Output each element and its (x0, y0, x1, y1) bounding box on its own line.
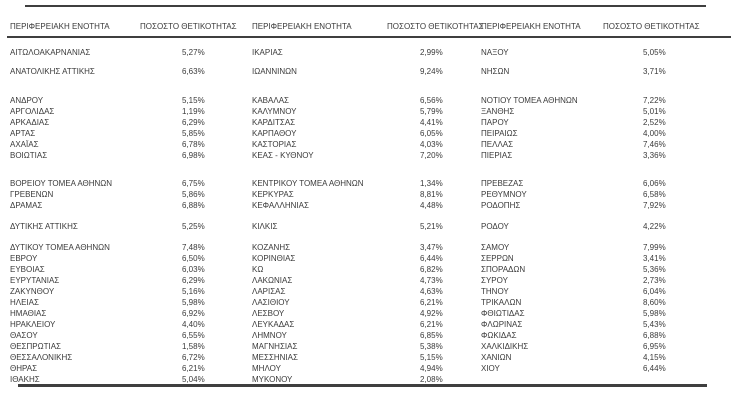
region-cell: ΜΕΣΣΗΝΙΑΣ (252, 353, 298, 362)
rate-cell: 2,52% (643, 118, 666, 127)
rate-cell: 5,16% (182, 287, 205, 296)
region-cell: ΠΑΡΟΥ (481, 118, 509, 127)
region-cell: ΑΙΤΩΛΟΑΚΑΡΝΑΝΙΑΣ (10, 48, 91, 57)
header-rate-2: ΠΟΣΟΣΤΟ ΘΕΤΙΚΟΤΗΤΑΣ (387, 22, 484, 31)
rate-cell: 5,86% (182, 190, 205, 199)
region-cell: ΜΑΓΝΗΣΙΑΣ (252, 342, 298, 351)
rate-cell: 4,15% (643, 353, 666, 362)
rate-cell: 2,99% (420, 48, 443, 57)
region-cell: ΒΟΙΩΤΙΑΣ (10, 151, 48, 160)
region-cell: ΖΑΚΥΝΘΟΥ (10, 287, 55, 296)
region-cell: ΛΑΚΩΝΙΑΣ (252, 276, 293, 285)
table-row (10, 341, 724, 352)
table-row (10, 128, 724, 139)
region-cell: ΕΥΡΥΤΑΝΙΑΣ (10, 276, 60, 285)
region-cell: ΗΛΕΙΑΣ (10, 298, 39, 307)
region-cell: ΚΕΝΤΡΙΚΟΥ ΤΟΜΕΑ ΑΘΗΝΩΝ (252, 179, 364, 188)
region-cell: ΓΡΕΒΕΝΩΝ (10, 190, 54, 199)
rate-cell: 4,48% (420, 201, 443, 210)
table-row (10, 286, 724, 297)
table-row (10, 275, 724, 286)
region-cell: ΘΕΣΣΑΛΟΝΙΚΗΣ (10, 353, 73, 362)
rate-cell: 6,82% (420, 265, 443, 274)
rate-cell: 6,29% (182, 276, 205, 285)
region-cell: ΜΥΚΟΝΟΥ (252, 375, 293, 384)
rate-cell: 5,05% (643, 48, 666, 57)
region-cell: ΚΑΡΠΑΘΟΥ (252, 129, 297, 138)
rate-cell: 7,46% (643, 140, 666, 149)
region-cell: ΑΝΑΤΟΛΙΚΗΣ ΑΤΤΙΚΗΣ (10, 67, 95, 76)
header-rate-1: ΠΟΣΟΣΤΟ ΘΕΤΙΚΟΤΗΤΑΣ (140, 22, 237, 31)
rate-cell: 6,72% (182, 353, 205, 362)
table-row (10, 242, 724, 253)
table-row (10, 297, 724, 308)
rate-cell: 2,73% (643, 276, 666, 285)
region-cell: ΣΥΡΟΥ (481, 276, 508, 285)
region-cell: ΕΒΡΟΥ (10, 254, 38, 263)
rate-cell: 6,04% (643, 287, 666, 296)
rate-cell: 6,75% (182, 179, 205, 188)
rate-cell: 4,00% (643, 129, 666, 138)
rate-cell: 5,21% (420, 222, 443, 231)
table-row (10, 189, 724, 200)
rate-cell: 6,95% (643, 342, 666, 351)
region-cell: ΚΑΣΤΟΡΙΑΣ (252, 140, 297, 149)
rate-cell: 4,94% (420, 364, 443, 373)
table-row (10, 264, 724, 275)
rate-cell: 6,88% (643, 331, 666, 340)
table-block-6 (10, 242, 724, 385)
region-cell: ΧΑΝΙΩΝ (481, 353, 512, 362)
table-row (10, 106, 724, 117)
region-cell: ΗΡΑΚΛΕΙΟΥ (10, 320, 56, 329)
rate-cell: 5,85% (182, 129, 205, 138)
rate-cell: 2,08% (420, 375, 443, 384)
region-cell: ΛΕΣΒΟΥ (252, 309, 285, 318)
region-cell: ΙΘΑΚΗΣ (10, 375, 40, 384)
rate-cell: 6,29% (182, 118, 205, 127)
region-cell: ΚΩ (252, 265, 264, 274)
rate-cell: 5,36% (643, 265, 666, 274)
region-cell: ΤΡΙΚΑΛΩΝ (481, 298, 522, 307)
rate-cell: 4,40% (182, 320, 205, 329)
rate-cell: 5,98% (182, 298, 205, 307)
rate-cell: 6,44% (643, 364, 666, 373)
rate-cell: 6,06% (643, 179, 666, 188)
region-cell: ΗΜΑΘΙΑΣ (10, 309, 47, 318)
rate-cell: 1,58% (182, 342, 205, 351)
rate-cell: 6,63% (182, 67, 205, 76)
rate-cell: 6,56% (420, 96, 443, 105)
region-cell: ΚΕΑΣ - ΚΥΘΝΟΥ (252, 151, 314, 160)
header-rate-3: ΠΟΣΟΣΤΟ ΘΕΤΙΚΟΤΗΤΑΣ (603, 22, 700, 31)
table-row (10, 253, 724, 264)
rate-cell: 6,58% (643, 190, 666, 199)
table-body (10, 47, 724, 385)
region-cell: ΘΕΣΠΡΩΤΙΑΣ (10, 342, 61, 351)
header-region-1: ΠΕΡΙΦΕΡΕΙΑΚΗ ΕΝΟΤΗΤΑ (10, 22, 110, 31)
rate-cell: 3,36% (643, 151, 666, 160)
region-cell: ΣΑΜΟΥ (481, 243, 510, 252)
top-rule (25, 5, 706, 7)
rate-cell: 5,15% (182, 96, 205, 105)
region-cell: ΝΗΣΩΝ (481, 67, 510, 76)
region-cell: ΣΠΟΡΑΔΩΝ (481, 265, 526, 274)
rate-cell: 7,48% (182, 243, 205, 252)
table-block-5 (10, 221, 724, 232)
table-row (10, 319, 724, 330)
region-cell: ΤΗΝΟΥ (481, 287, 509, 296)
region-cell: ΡΟΔΟΥ (481, 222, 509, 231)
table-row (10, 363, 724, 374)
region-cell: ΞΑΝΘΗΣ (481, 107, 515, 116)
region-cell: ΛΗΜΝΟΥ (252, 331, 287, 340)
rate-cell: 6,88% (182, 201, 205, 210)
region-cell: ΡΟΔΟΠΗΣ (481, 201, 521, 210)
table-block-1 (10, 47, 724, 58)
rate-cell: 6,85% (420, 331, 443, 340)
region-cell: ΝΑΞΟΥ (481, 48, 509, 57)
region-cell: ΣΕΡΡΩΝ (481, 254, 514, 263)
region-cell: ΠΕΙΡΑΙΩΣ (481, 129, 518, 138)
rate-cell: 5,98% (643, 309, 666, 318)
rate-cell: 6,21% (420, 320, 443, 329)
rate-cell: 5,01% (643, 107, 666, 116)
rate-cell: 4,63% (420, 287, 443, 296)
rate-cell: 3,71% (643, 67, 666, 76)
rate-cell: 3,47% (420, 243, 443, 252)
region-cell: ΘΗΡΑΣ (10, 364, 38, 373)
rate-cell: 8,81% (420, 190, 443, 199)
rate-cell: 5,43% (643, 320, 666, 329)
rate-cell: 7,22% (643, 96, 666, 105)
region-cell: ΑΡΓΟΛΙΔΑΣ (10, 107, 55, 116)
region-cell: ΝΟΤΙΟΥ ΤΟΜΕΑ ΑΘΗΝΩΝ (481, 96, 578, 105)
region-cell: ΦΩΚΙΔΑΣ (481, 331, 517, 340)
region-cell: ΠΕΛΛΑΣ (481, 140, 514, 149)
region-cell: ΔΡΑΜΑΣ (10, 201, 43, 210)
region-cell: ΘΑΣΟΥ (10, 331, 38, 340)
rate-cell: 5,38% (420, 342, 443, 351)
rate-cell: 6,44% (420, 254, 443, 263)
rate-cell: 6,92% (182, 309, 205, 318)
rate-cell: 6,05% (420, 129, 443, 138)
rate-cell: 5,25% (182, 222, 205, 231)
region-cell: ΕΥΒΟΙΑΣ (10, 265, 45, 274)
table-row (10, 150, 724, 161)
region-cell: ΚΑΛΥΜΝΟΥ (252, 107, 297, 116)
rate-cell: 4,92% (420, 309, 443, 318)
region-cell: ΚΑΒΑΛΑΣ (252, 96, 289, 105)
table-row (10, 200, 724, 211)
rate-cell: 4,73% (420, 276, 443, 285)
table-row (10, 66, 724, 77)
rate-cell: 4,41% (420, 118, 443, 127)
rate-cell: 3,41% (643, 254, 666, 263)
table-block-3 (10, 95, 724, 161)
table-row (10, 47, 724, 58)
table-row (10, 308, 724, 319)
rate-cell: 1,34% (420, 179, 443, 188)
region-cell: ΚΙΛΚΙΣ (252, 222, 278, 231)
region-cell: ΑΝΔΡΟΥ (10, 96, 44, 105)
region-cell: ΠΙΕΡΙΑΣ (481, 151, 513, 160)
rate-cell: 6,78% (182, 140, 205, 149)
table-row (10, 352, 724, 363)
rate-cell: 4,22% (643, 222, 666, 231)
region-cell: ΛΑΣΙΘΙΟΥ (252, 298, 290, 307)
rate-cell: 6,98% (182, 151, 205, 160)
table-row (10, 95, 724, 106)
rate-cell: 6,50% (182, 254, 205, 263)
rate-cell: 5,15% (420, 353, 443, 362)
region-cell: ΑΡΚΑΔΙΑΣ (10, 118, 50, 127)
region-cell: ΛΕΥΚΑΔΑΣ (252, 320, 295, 329)
rate-cell: 6,21% (182, 364, 205, 373)
rate-cell: 9,24% (420, 67, 443, 76)
region-cell: ΜΗΛΟΥ (252, 364, 281, 373)
region-cell: ΧΙΟΥ (481, 364, 500, 373)
rate-cell: 6,21% (420, 298, 443, 307)
rate-cell: 5,79% (420, 107, 443, 116)
region-cell: ΔΥΤΙΚΟΥ ΤΟΜΕΑ ΑΘΗΝΩΝ (10, 243, 110, 252)
table-row (10, 178, 724, 189)
rate-cell: 7,20% (420, 151, 443, 160)
table-block-2 (10, 66, 724, 77)
region-cell: ΑΧΑΪΑΣ (10, 140, 39, 149)
table-block-4 (10, 178, 724, 211)
rate-cell: 8,60% (643, 298, 666, 307)
region-cell: ΒΟΡΕΙΟΥ ΤΟΜΕΑ ΑΘΗΝΩΝ (10, 179, 113, 188)
region-cell: ΦΘΙΩΤΙΔΑΣ (481, 309, 525, 318)
table-row (10, 117, 724, 128)
region-cell: ΚΑΡΔΙΤΣΑΣ (252, 118, 296, 127)
rate-cell: 6,03% (182, 265, 205, 274)
region-cell: ΙΚΑΡΙΑΣ (252, 48, 283, 57)
rate-cell: 7,92% (643, 201, 666, 210)
rate-cell: 5,27% (182, 48, 205, 57)
region-cell: ΚΟΖΑΝΗΣ (252, 243, 291, 252)
rate-cell: 4,03% (420, 140, 443, 149)
rate-cell: 5,04% (182, 375, 205, 384)
table-row (10, 221, 724, 232)
region-cell: ΔΥΤΙΚΗΣ ΑΤΤΙΚΗΣ (10, 222, 78, 231)
header-region-3: ΠΕΡΙΦΕΡΕΙΑΚΗ ΕΝΟΤΗΤΑ (481, 22, 581, 31)
region-cell: ΛΑΡΙΣΑΣ (252, 287, 286, 296)
region-cell: ΧΑΛΚΙΔΙΚΗΣ (481, 342, 529, 351)
region-cell: ΚΕΦΑΛΛΗΝΙΑΣ (252, 201, 309, 210)
region-cell: ΑΡΤΑΣ (10, 129, 36, 138)
table-row (10, 139, 724, 150)
region-cell: ΚΟΡΙΝΘΙΑΣ (252, 254, 296, 263)
header-region-2: ΠΕΡΙΦΕΡΕΙΑΚΗ ΕΝΟΤΗΤΑ (252, 22, 352, 31)
rate-cell: 6,55% (182, 331, 205, 340)
table-row (10, 330, 724, 341)
region-cell: ΚΕΡΚΥΡΑΣ (252, 190, 294, 199)
rate-cell: 7,99% (643, 243, 666, 252)
region-cell: ΦΛΩΡΙΝΑΣ (481, 320, 523, 329)
bottom-rule (18, 384, 707, 387)
region-cell: ΠΡΕΒΕΖΑΣ (481, 179, 524, 188)
region-cell: ΡΕΘΥΜΝΟΥ (481, 190, 527, 199)
region-cell: ΙΩΑΝΝΙΝΩΝ (252, 67, 297, 76)
rate-cell: 1,19% (182, 107, 205, 116)
header-rule (7, 36, 731, 38)
